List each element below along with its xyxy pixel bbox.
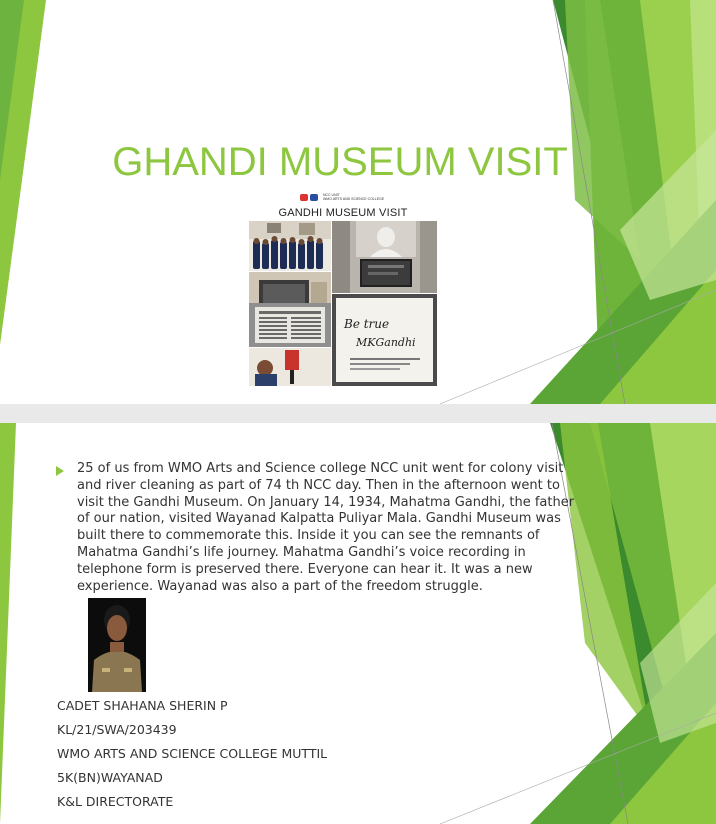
signature-line-1: Be true bbox=[344, 317, 390, 331]
cadet-id: KL/21/SWA/203439 bbox=[57, 722, 177, 737]
poster-logos bbox=[300, 193, 384, 201]
poster-title: GANDHI MUSEUM VISIT bbox=[278, 207, 408, 219]
photo-gandhi-signature bbox=[332, 294, 437, 386]
college-logo-icon bbox=[310, 194, 318, 201]
poster-header bbox=[248, 190, 438, 220]
visit-description: 25 of us from WMO Arts and Science college NCC unit went for colony visit and river cleaning as part of 74 th NCC day. Then in the afternoon went to visit the Gandhi Museum. On January 14, 1934, Mahatma Gandhi, the father of our nation, visited Wayanad Kalpatta Puliyar Mala. Gandhi Museum was built there to commemorate this. Inside it you can see the remnants of Mahatma Gandhi’s life journey. Mahatma Gandhi’s voice recording in telephone form is preserved there. Everyone can hear it. It was a new experience. Wayanad was also a part of the freedom struggle. bbox=[77, 461, 575, 594]
battalion: 5K(BN)WAYANAD bbox=[57, 770, 163, 785]
museum-poster bbox=[248, 190, 438, 386]
photo-telephone bbox=[249, 348, 331, 386]
bullet-arrow-icon bbox=[56, 466, 64, 476]
slide-2 bbox=[0, 423, 716, 824]
slide-1 bbox=[0, 0, 716, 404]
cadet-name: CADET SHAHANA SHERIN P bbox=[57, 698, 228, 713]
ncc-logo-icon bbox=[300, 194, 308, 201]
directorate: K&L DIRECTORATE bbox=[57, 794, 174, 809]
cadet-portrait-photo bbox=[88, 598, 146, 692]
slide-title: GHANDI MUSEUM VISIT bbox=[112, 140, 568, 184]
photo-gandhi-bust bbox=[332, 221, 437, 293]
poster-logo-text: NCC UNIT WMO ARTS AND SCIENCE COLLEGE bbox=[323, 193, 385, 201]
photo-group-students bbox=[249, 221, 331, 271]
college-name: WMO ARTS AND SCIENCE COLLEGE MUTTIL bbox=[57, 746, 328, 761]
photo-newspaper bbox=[249, 303, 331, 347]
signature-line-2: MKGandhi bbox=[356, 336, 416, 349]
